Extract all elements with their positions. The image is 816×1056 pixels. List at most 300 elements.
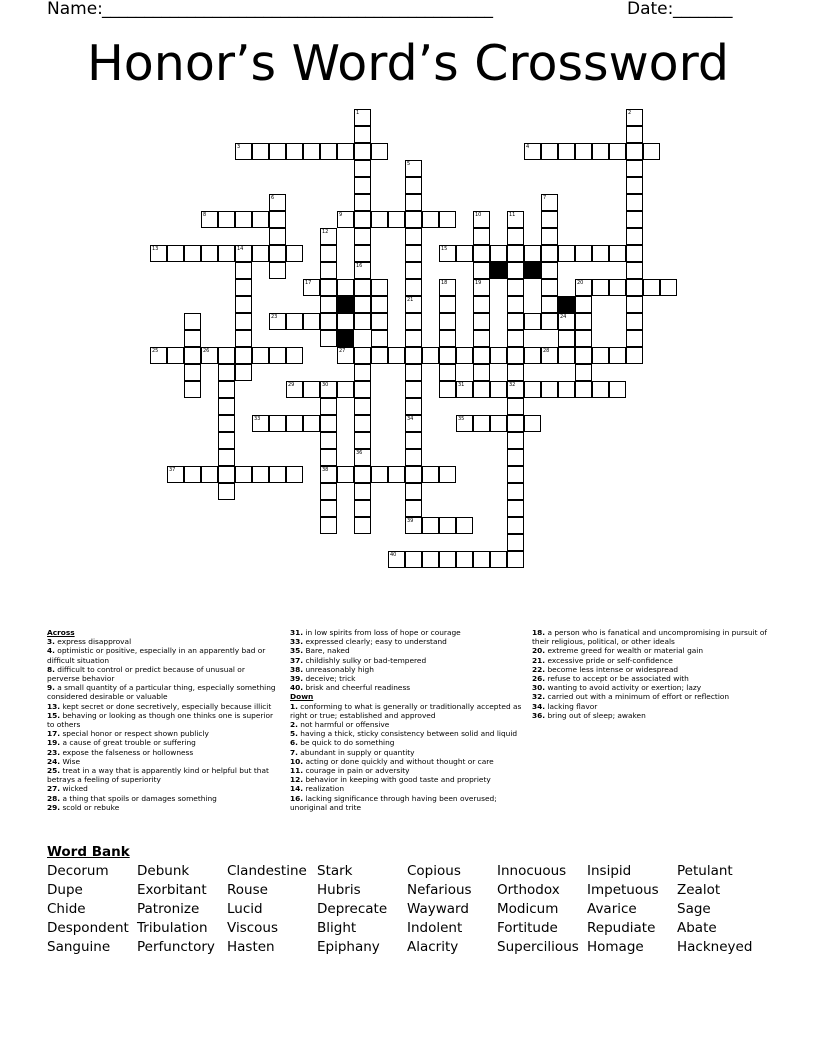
grid-cell[interactable] bbox=[320, 228, 337, 245]
clue-number-label: 10 bbox=[475, 212, 482, 218]
clue-text: lacking significance through having been overused; unoriginal and trite bbox=[290, 793, 497, 812]
grid-cell[interactable] bbox=[150, 347, 167, 364]
grid-cell[interactable] bbox=[354, 262, 371, 279]
grid-cell[interactable] bbox=[490, 347, 507, 364]
grid-cell[interactable] bbox=[507, 483, 524, 500]
grid-cell[interactable] bbox=[235, 262, 252, 279]
grid-cell[interactable] bbox=[218, 364, 235, 381]
grid-cell[interactable] bbox=[388, 466, 405, 483]
grid-cell[interactable] bbox=[643, 279, 660, 296]
grid-cell[interactable] bbox=[422, 551, 439, 568]
grid-cell[interactable] bbox=[371, 143, 388, 160]
grid-cell[interactable] bbox=[507, 466, 524, 483]
grid-cell[interactable] bbox=[286, 415, 303, 432]
grid-cell[interactable] bbox=[541, 296, 558, 313]
grid-cell[interactable] bbox=[354, 381, 371, 398]
grid-cell[interactable] bbox=[354, 245, 371, 262]
grid-cell[interactable] bbox=[354, 109, 371, 126]
grid-cell[interactable] bbox=[337, 466, 354, 483]
grid-cell[interactable] bbox=[235, 143, 252, 160]
grid-cell[interactable] bbox=[218, 347, 235, 364]
grid-cell[interactable] bbox=[405, 194, 422, 211]
grid-cell[interactable] bbox=[218, 415, 235, 432]
grid-cell[interactable] bbox=[235, 245, 252, 262]
grid-cell[interactable] bbox=[320, 483, 337, 500]
grid-cell[interactable] bbox=[405, 466, 422, 483]
grid-cell[interactable] bbox=[320, 517, 337, 534]
grid-cell[interactable] bbox=[609, 381, 626, 398]
grid-cell[interactable] bbox=[405, 330, 422, 347]
grid-cell[interactable] bbox=[456, 415, 473, 432]
grid-cell[interactable] bbox=[405, 483, 422, 500]
grid-cell[interactable] bbox=[269, 466, 286, 483]
grid-cell[interactable] bbox=[609, 245, 626, 262]
grid-cell[interactable] bbox=[558, 245, 575, 262]
grid-cell[interactable] bbox=[592, 279, 609, 296]
clue-item bbox=[290, 738, 522, 747]
grid-cell[interactable] bbox=[507, 330, 524, 347]
grid-cell[interactable] bbox=[473, 279, 490, 296]
grid-cell[interactable] bbox=[320, 143, 337, 160]
grid-cell[interactable] bbox=[235, 313, 252, 330]
clue-number: 28. bbox=[47, 793, 61, 803]
grid-cell[interactable] bbox=[184, 347, 201, 364]
grid-cell[interactable] bbox=[507, 296, 524, 313]
grid-cell[interactable] bbox=[507, 517, 524, 534]
grid-cell[interactable] bbox=[507, 228, 524, 245]
grid-cell[interactable] bbox=[354, 177, 371, 194]
grid-cell[interactable] bbox=[575, 381, 592, 398]
grid-cell[interactable] bbox=[337, 347, 354, 364]
grid-cell[interactable] bbox=[354, 279, 371, 296]
grid-cell[interactable] bbox=[201, 347, 218, 364]
grid-cell[interactable] bbox=[303, 313, 320, 330]
grid-cell[interactable] bbox=[320, 381, 337, 398]
clue-text: conforming to what is generally or traditionally accepted as right or true; established and approved bbox=[290, 701, 522, 720]
grid-cell[interactable] bbox=[626, 262, 643, 279]
grid-cell[interactable] bbox=[405, 415, 422, 432]
word-bank-word: Lucid bbox=[227, 901, 263, 917]
grid-cell[interactable] bbox=[167, 466, 184, 483]
grid-cell[interactable] bbox=[405, 381, 422, 398]
grid-cell[interactable] bbox=[235, 347, 252, 364]
grid-cell[interactable] bbox=[558, 381, 575, 398]
grid-cell[interactable] bbox=[473, 313, 490, 330]
grid-cell[interactable] bbox=[575, 245, 592, 262]
grid-cell[interactable] bbox=[507, 381, 524, 398]
grid-cell[interactable] bbox=[541, 228, 558, 245]
grid-cell[interactable] bbox=[320, 432, 337, 449]
grid-cell[interactable] bbox=[371, 279, 388, 296]
grid-cell[interactable] bbox=[184, 364, 201, 381]
grid-cell[interactable] bbox=[507, 432, 524, 449]
grid-cell[interactable] bbox=[558, 313, 575, 330]
grid-cell[interactable] bbox=[609, 347, 626, 364]
grid-cell[interactable] bbox=[439, 330, 456, 347]
grid-cell[interactable] bbox=[354, 483, 371, 500]
grid-cell[interactable] bbox=[626, 126, 643, 143]
grid-cell[interactable] bbox=[592, 143, 609, 160]
grid-cell[interactable] bbox=[320, 279, 337, 296]
grid-cell[interactable] bbox=[626, 109, 643, 126]
grid-cell[interactable] bbox=[626, 347, 643, 364]
grid-cell[interactable] bbox=[524, 381, 541, 398]
grid-cell[interactable] bbox=[371, 296, 388, 313]
grid-cell[interactable] bbox=[524, 415, 541, 432]
grid-cell[interactable] bbox=[541, 313, 558, 330]
grid-cell[interactable] bbox=[320, 398, 337, 415]
grid-cell[interactable] bbox=[626, 245, 643, 262]
clue-number: 39. bbox=[290, 674, 304, 684]
grid-cell[interactable] bbox=[303, 381, 320, 398]
clue-item bbox=[290, 683, 522, 692]
grid-cell[interactable] bbox=[456, 347, 473, 364]
grid-cell[interactable] bbox=[422, 211, 439, 228]
grid-cell[interactable] bbox=[252, 415, 269, 432]
clue-text: not harmful or offensive bbox=[297, 720, 390, 730]
grid-cell[interactable] bbox=[235, 364, 252, 381]
grid-cell[interactable] bbox=[456, 551, 473, 568]
clue-number-label: 14 bbox=[237, 246, 244, 252]
grid-cell[interactable] bbox=[524, 245, 541, 262]
grid-cell[interactable] bbox=[473, 330, 490, 347]
grid-cell[interactable] bbox=[354, 228, 371, 245]
grid-cell[interactable] bbox=[609, 143, 626, 160]
clue-item bbox=[290, 674, 522, 683]
grid-cell[interactable] bbox=[354, 296, 371, 313]
word-bank-word: Indolent bbox=[407, 920, 463, 936]
grid-cell[interactable] bbox=[303, 415, 320, 432]
grid-cell[interactable] bbox=[473, 347, 490, 364]
grid-cell[interactable] bbox=[337, 143, 354, 160]
grid-cell[interactable] bbox=[592, 245, 609, 262]
grid-cell[interactable] bbox=[473, 245, 490, 262]
grid-cell[interactable] bbox=[626, 177, 643, 194]
grid-cell[interactable] bbox=[575, 330, 592, 347]
grid-cell[interactable] bbox=[473, 296, 490, 313]
grid-cell[interactable] bbox=[405, 398, 422, 415]
grid-cell[interactable] bbox=[405, 500, 422, 517]
grid-cell[interactable] bbox=[354, 449, 371, 466]
word-bank-word: Innocuous bbox=[497, 863, 567, 879]
clue-item bbox=[290, 637, 522, 646]
grid-cell[interactable] bbox=[575, 279, 592, 296]
grid-cell[interactable] bbox=[626, 194, 643, 211]
grid-cell[interactable] bbox=[354, 500, 371, 517]
grid-cell[interactable] bbox=[320, 415, 337, 432]
grid-cell[interactable] bbox=[558, 143, 575, 160]
grid-cell[interactable] bbox=[337, 211, 354, 228]
grid-cell[interactable] bbox=[507, 262, 524, 279]
grid-cell[interactable] bbox=[337, 381, 354, 398]
grid-cell[interactable] bbox=[541, 245, 558, 262]
grid-cell[interactable] bbox=[507, 551, 524, 568]
grid-cell[interactable] bbox=[609, 279, 626, 296]
grid-cell[interactable] bbox=[218, 398, 235, 415]
name-line[interactable]: ______________________________________________ bbox=[102, 0, 493, 19]
grid-cell[interactable] bbox=[626, 211, 643, 228]
grid-cell[interactable] bbox=[269, 228, 286, 245]
grid-cell[interactable] bbox=[405, 211, 422, 228]
grid-cell[interactable] bbox=[167, 245, 184, 262]
grid-cell[interactable] bbox=[354, 160, 371, 177]
grid-cell[interactable] bbox=[490, 381, 507, 398]
grid-cell[interactable] bbox=[439, 364, 456, 381]
grid-cell[interactable] bbox=[235, 466, 252, 483]
grid-cell[interactable] bbox=[473, 415, 490, 432]
grid-cell[interactable] bbox=[405, 551, 422, 568]
grid-cell[interactable] bbox=[337, 313, 354, 330]
grid-cell[interactable] bbox=[575, 296, 592, 313]
grid-cell[interactable] bbox=[286, 466, 303, 483]
grid-cell[interactable] bbox=[507, 364, 524, 381]
grid-cell[interactable] bbox=[507, 449, 524, 466]
grid-cell[interactable] bbox=[388, 551, 405, 568]
grid-cell[interactable] bbox=[252, 347, 269, 364]
grid-cell[interactable] bbox=[320, 245, 337, 262]
grid-cell[interactable] bbox=[201, 245, 218, 262]
grid-cell[interactable] bbox=[473, 381, 490, 398]
grid-cell[interactable] bbox=[218, 245, 235, 262]
grid-cell[interactable] bbox=[354, 466, 371, 483]
grid-cell[interactable] bbox=[320, 449, 337, 466]
grid-cell[interactable] bbox=[507, 245, 524, 262]
grid-cell[interactable] bbox=[371, 211, 388, 228]
grid-cell[interactable] bbox=[354, 415, 371, 432]
grid-cell[interactable] bbox=[541, 194, 558, 211]
grid-cell[interactable] bbox=[507, 347, 524, 364]
grid-cell[interactable] bbox=[626, 313, 643, 330]
grid-cell[interactable] bbox=[252, 245, 269, 262]
grid-cell[interactable] bbox=[269, 262, 286, 279]
grid-cell[interactable] bbox=[371, 313, 388, 330]
grid-cell[interactable] bbox=[371, 466, 388, 483]
grid-cell[interactable] bbox=[439, 279, 456, 296]
grid-cell[interactable] bbox=[235, 330, 252, 347]
grid-cell[interactable] bbox=[405, 432, 422, 449]
grid-cell[interactable] bbox=[439, 381, 456, 398]
grid-cell[interactable] bbox=[439, 347, 456, 364]
grid-cell[interactable] bbox=[405, 517, 422, 534]
grid-cell[interactable] bbox=[405, 262, 422, 279]
grid-cell[interactable] bbox=[524, 347, 541, 364]
grid-cell[interactable] bbox=[507, 398, 524, 415]
grid-cell[interactable] bbox=[439, 466, 456, 483]
grid-cell[interactable] bbox=[252, 466, 269, 483]
grid-cell[interactable] bbox=[626, 330, 643, 347]
grid-cell[interactable] bbox=[269, 211, 286, 228]
grid-cell[interactable] bbox=[507, 500, 524, 517]
grid-cell[interactable] bbox=[507, 534, 524, 551]
grid-cell[interactable] bbox=[507, 415, 524, 432]
grid-cell[interactable] bbox=[626, 143, 643, 160]
grid-cell[interactable] bbox=[235, 211, 252, 228]
grid-cell[interactable] bbox=[405, 313, 422, 330]
grid-cell[interactable] bbox=[439, 211, 456, 228]
grid-cell[interactable] bbox=[286, 347, 303, 364]
clue-number-label: 32 bbox=[509, 382, 516, 388]
grid-cell[interactable] bbox=[269, 143, 286, 160]
grid-cell[interactable] bbox=[354, 364, 371, 381]
grid-cell[interactable] bbox=[184, 313, 201, 330]
date-line[interactable]: _______ bbox=[673, 0, 733, 19]
grid-cell[interactable] bbox=[286, 381, 303, 398]
grid-cell[interactable] bbox=[354, 398, 371, 415]
grid-cell[interactable] bbox=[269, 245, 286, 262]
grid-cell[interactable] bbox=[405, 449, 422, 466]
grid-cell[interactable] bbox=[371, 330, 388, 347]
grid-cell[interactable] bbox=[337, 279, 354, 296]
grid-cell[interactable] bbox=[388, 211, 405, 228]
grid-cell[interactable] bbox=[473, 551, 490, 568]
grid-cell[interactable] bbox=[473, 211, 490, 228]
grid-cell[interactable] bbox=[320, 500, 337, 517]
grid-cell[interactable] bbox=[473, 262, 490, 279]
grid-cell[interactable] bbox=[354, 143, 371, 160]
clue-text: refuse to accept or be associated with bbox=[545, 674, 689, 684]
grid-cell[interactable] bbox=[388, 347, 405, 364]
grid-cell[interactable] bbox=[405, 364, 422, 381]
grid-cell[interactable] bbox=[218, 432, 235, 449]
grid-cell[interactable] bbox=[456, 245, 473, 262]
clue-number: 22. bbox=[532, 664, 546, 674]
grid-cell[interactable] bbox=[354, 347, 371, 364]
grid-cell[interactable] bbox=[643, 143, 660, 160]
grid-cell[interactable] bbox=[626, 228, 643, 245]
grid-cell[interactable] bbox=[405, 228, 422, 245]
grid-cell[interactable] bbox=[320, 296, 337, 313]
grid-cell[interactable] bbox=[626, 296, 643, 313]
clue-text: become less intense or widespread bbox=[545, 664, 679, 674]
word-bank-word: Patronize bbox=[137, 901, 200, 917]
grid-cell[interactable] bbox=[320, 330, 337, 347]
grid-cell[interactable] bbox=[558, 330, 575, 347]
grid-cell[interactable] bbox=[507, 313, 524, 330]
grid-cell[interactable] bbox=[524, 143, 541, 160]
grid-cell[interactable] bbox=[405, 177, 422, 194]
grid-cell[interactable] bbox=[286, 143, 303, 160]
grid-cell[interactable] bbox=[473, 228, 490, 245]
grid-cell[interactable] bbox=[269, 415, 286, 432]
grid-cell[interactable] bbox=[575, 364, 592, 381]
grid-cell[interactable] bbox=[439, 551, 456, 568]
grid-cell[interactable] bbox=[405, 279, 422, 296]
grid-cell[interactable] bbox=[184, 466, 201, 483]
grid-cell[interactable] bbox=[575, 347, 592, 364]
grid-cell[interactable] bbox=[541, 347, 558, 364]
grid-cell[interactable] bbox=[422, 466, 439, 483]
grid-cell[interactable] bbox=[592, 381, 609, 398]
grid-cell[interactable] bbox=[541, 381, 558, 398]
grid-cell[interactable] bbox=[320, 313, 337, 330]
grid-cell[interactable] bbox=[184, 381, 201, 398]
grid-cell[interactable] bbox=[507, 279, 524, 296]
grid-cell[interactable] bbox=[541, 211, 558, 228]
grid-cell[interactable] bbox=[592, 347, 609, 364]
grid-cell[interactable] bbox=[320, 466, 337, 483]
grid-cell[interactable] bbox=[354, 194, 371, 211]
grid-cell[interactable] bbox=[218, 449, 235, 466]
grid-cell[interactable] bbox=[252, 143, 269, 160]
grid-cell[interactable] bbox=[558, 347, 575, 364]
word-bank-word: Avarice bbox=[587, 901, 637, 917]
grid-cell[interactable] bbox=[507, 211, 524, 228]
grid-cell[interactable] bbox=[303, 143, 320, 160]
grid-cell[interactable] bbox=[184, 245, 201, 262]
grid-cell[interactable] bbox=[490, 245, 507, 262]
grid-cell[interactable] bbox=[575, 143, 592, 160]
grid-cell[interactable] bbox=[252, 211, 269, 228]
clue-number-label: 33 bbox=[254, 416, 261, 422]
grid-cell[interactable] bbox=[439, 313, 456, 330]
grid-cell[interactable] bbox=[439, 296, 456, 313]
clue-text: scold or rebuke bbox=[60, 802, 120, 812]
grid-cell[interactable] bbox=[184, 330, 201, 347]
grid-cell[interactable] bbox=[201, 466, 218, 483]
grid-cell[interactable] bbox=[286, 313, 303, 330]
grid-cell[interactable] bbox=[354, 432, 371, 449]
grid-cell[interactable] bbox=[541, 143, 558, 160]
grid-cell[interactable] bbox=[354, 126, 371, 143]
grid-cell[interactable] bbox=[541, 262, 558, 279]
grid-cell[interactable] bbox=[473, 364, 490, 381]
grid-cell[interactable] bbox=[269, 194, 286, 211]
grid-cell[interactable] bbox=[626, 279, 643, 296]
grid-cell[interactable] bbox=[201, 211, 218, 228]
grid-cell[interactable] bbox=[660, 279, 677, 296]
grid-cell[interactable] bbox=[235, 279, 252, 296]
grid-cell[interactable] bbox=[575, 313, 592, 330]
clue-number-label: 8 bbox=[203, 212, 207, 218]
grid-cell[interactable] bbox=[235, 296, 252, 313]
grid-cell[interactable] bbox=[405, 160, 422, 177]
grid-cell[interactable] bbox=[303, 279, 320, 296]
grid-cell[interactable] bbox=[524, 313, 541, 330]
grid-cell[interactable] bbox=[490, 415, 507, 432]
grid-cell[interactable] bbox=[150, 245, 167, 262]
grid-cell[interactable] bbox=[405, 245, 422, 262]
grid-cell[interactable] bbox=[269, 347, 286, 364]
grid-cell[interactable] bbox=[626, 160, 643, 177]
grid-cell[interactable] bbox=[541, 279, 558, 296]
grid-cell[interactable] bbox=[490, 551, 507, 568]
grid-cell[interactable] bbox=[422, 517, 439, 534]
grid-cell[interactable] bbox=[456, 381, 473, 398]
word-bank-word: Deprecate bbox=[317, 901, 388, 917]
grid-cell[interactable] bbox=[320, 262, 337, 279]
grid-cell[interactable] bbox=[167, 347, 184, 364]
grid-cell[interactable] bbox=[218, 211, 235, 228]
grid-cell[interactable] bbox=[218, 466, 235, 483]
grid-cell[interactable] bbox=[439, 517, 456, 534]
grid-cell[interactable] bbox=[422, 347, 439, 364]
word-bank-word: Copious bbox=[407, 863, 461, 879]
grid-cell[interactable] bbox=[286, 245, 303, 262]
clue-item bbox=[47, 702, 279, 711]
grid-cell[interactable] bbox=[456, 517, 473, 534]
grid-cell[interactable] bbox=[354, 211, 371, 228]
grid-cell[interactable] bbox=[354, 313, 371, 330]
grid-cell[interactable] bbox=[218, 381, 235, 398]
grid-cell[interactable] bbox=[405, 296, 422, 313]
grid-cell[interactable] bbox=[405, 347, 422, 364]
clue-text: behavior in keeping with good taste and propriety bbox=[303, 775, 491, 785]
grid-cell[interactable] bbox=[371, 347, 388, 364]
grid-cell[interactable] bbox=[439, 245, 456, 262]
grid-cell[interactable] bbox=[354, 517, 371, 534]
grid-cell[interactable] bbox=[269, 313, 286, 330]
grid-cell[interactable] bbox=[218, 483, 235, 500]
